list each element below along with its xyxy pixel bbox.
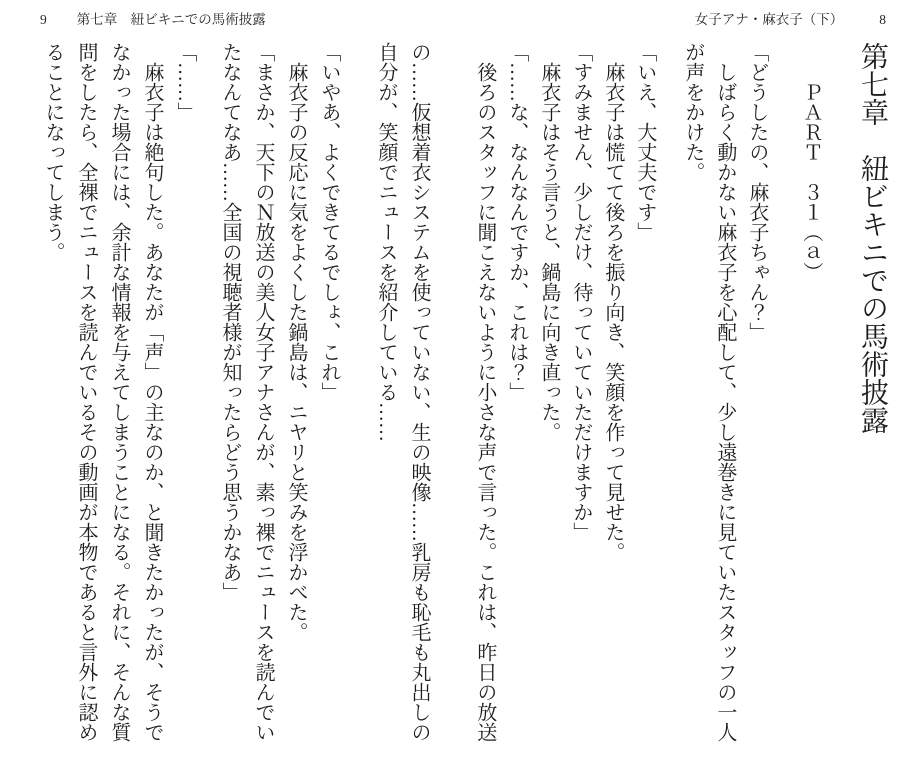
paragraph: 「……」 <box>174 42 196 122</box>
page-9-number: 9 <box>40 12 47 27</box>
page-8[interactable] <box>459 0 918 764</box>
paragraph: の……仮想着衣システムを使っていない、生の映像……乳房も恥毛も丸出しの自分が、笑顔でニュースを紹介している…… <box>375 42 430 742</box>
chapter-heading: 第七章 紐ビキニでの馬術披露 <box>857 42 888 434</box>
paragraph: しばらく動かない麻衣子を心配して、少し遠巻きに見ていたスタッフの一人が声をかけた。 <box>681 42 736 742</box>
paragraph: 麻衣子はそう言うと、鍋島に向き直った。 <box>537 42 560 442</box>
paragraph: 麻衣子は慌てて後ろを振り向き、笑顔を作って見せた。 <box>601 42 624 562</box>
chapter-running-head: 第七章 紐ビキニでの馬術披露 <box>76 12 266 27</box>
paragraph: 「いえ、大丈夫です」 <box>633 42 656 242</box>
page-8-number: 8 <box>879 12 886 27</box>
paragraph: 「……な、なんなんですか、これは？」 <box>505 42 528 402</box>
paragraph: 「まさか、天下のＮ放送の美人女子アナさんが、素っ裸でニュースを読んでいたなんてなあ……全国の視聴者様が知ったらどう思うかなあ」 <box>219 42 274 742</box>
page-8-running-head <box>695 12 886 28</box>
paragraph: 「すみません、少しだけ、待っていていただけますか」 <box>569 42 592 542</box>
page-9-running-head <box>40 12 266 28</box>
paragraph: 麻衣子の反応に気をよくした鍋島は、ニヤリと笑みを浮かべた。 <box>285 42 307 642</box>
paragraph: 麻衣子は絶句した。あなたが「声」の主なのか、と聞きたかったが、そうでなかった場合には、余計な情報を与えてしまうことになる。それに、そんな質問をしたら、全裸でニュースを読んでいるその動画が本物であると言外に認めることになってしまう。 <box>42 42 163 742</box>
page-8-body-text <box>469 42 892 750</box>
page-9-body-text <box>36 42 435 750</box>
paragraph: 「いやあ、よくできてるでしょ、これ」 <box>318 42 340 402</box>
part-label: ＰＡＲＴ ３１（ａ） <box>799 82 822 282</box>
paragraph: 「どうしたの、麻衣子ちゃん？」 <box>745 42 768 342</box>
book-title-running-head: 女子アナ・麻衣子（下） <box>694 12 844 27</box>
paragraph: 後ろのスタッフに聞こえないように小さな声で言った。これは、昨日の放送 <box>473 42 496 742</box>
